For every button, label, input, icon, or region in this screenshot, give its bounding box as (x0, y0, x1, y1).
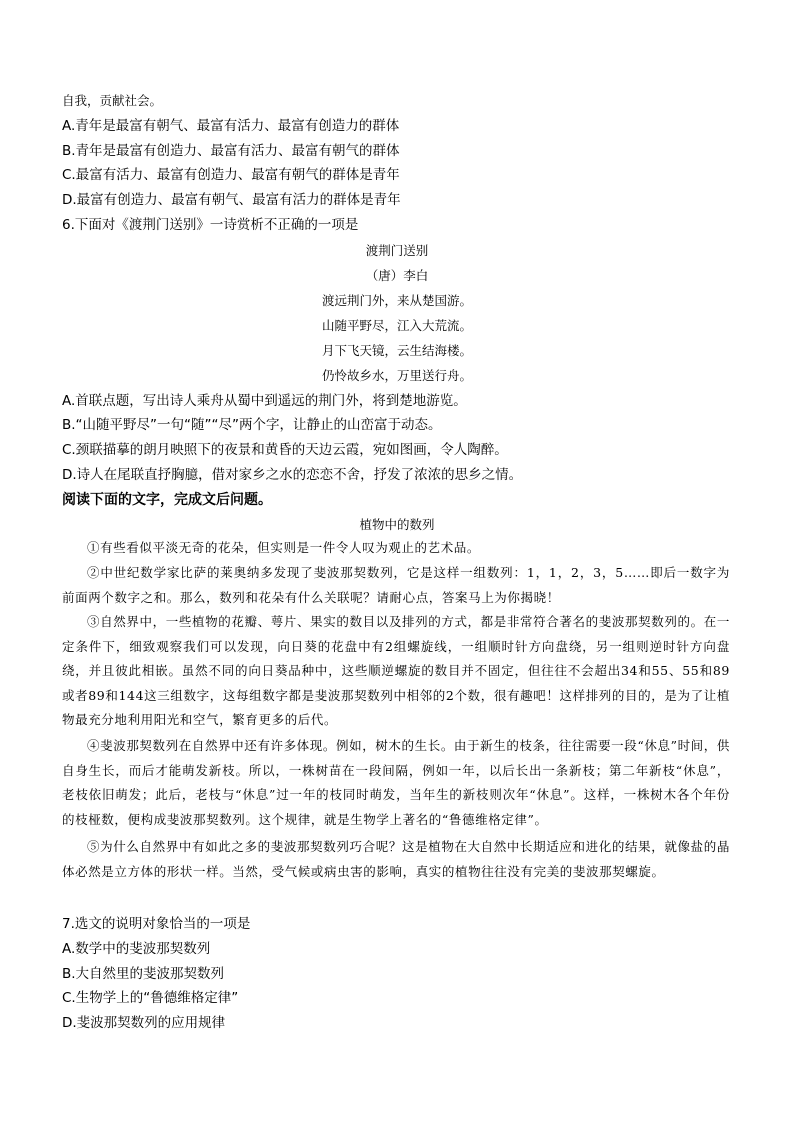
q6-option-c: C.颈联描摹的朗月映照下的夜景和黄昏的天边云霞，宛如图画，令人陶醉。 (62, 442, 508, 458)
q7-option-b: B.大自然里的斐波那契数列 (62, 966, 225, 982)
q7-option-a: A.数学中的斐波那契数列 (62, 941, 211, 957)
article-paragraph-1: ①有些看似平淡无奇的花朵，但实则是一件令人叹为观止的艺术品。 (87, 540, 481, 555)
article-title: 植物中的数列 (359, 517, 435, 532)
q7-option-c: C.生物学上的“鲁德维格定律” (62, 990, 239, 1006)
reading-instruction: 阅读下面的文字，完成文后问题。 (62, 492, 272, 508)
article-paragraph-2: ②中世纪数学家比萨的莱奥纳多发现了斐波那契数列，它是这样一组数列：1，1，2，3，5……即后一数字为前面两个数字之和。那么，数列和花朵有什么关联呢？请耐心点，答案马上为你揭晓！ (62, 565, 730, 605)
q6-option-b: B.“山随平野尽”一句“随”“尽”两个字，让静止的山峦富于动态。 (62, 417, 442, 433)
article-paragraph-5: ⑤为什么自然界中有如此之多的斐波那契数列巧合呢？这是植物在大自然中长期适应和进化的结果，就像盐的晶体必然是立方体的形状一样。当然，受气候或病虫害的影响，真实的植物往往没有完美的斐波那契螺旋。 (62, 839, 730, 879)
poem-line: 月下飞天镜，云生结海楼。 (321, 343, 472, 358)
poem-author: （唐）李白 (365, 268, 429, 283)
continued-text: 自我，贡献社会。 (62, 93, 163, 108)
q5-option-c: C.最富有活力、最富有创造力、最富有朝气的群体是青年 (62, 167, 400, 183)
poem-title: 渡荆门送别 (365, 243, 429, 258)
q6-option-d: D.诗人在尾联直抒胸臆，借对家乡之水的恋恋不舍，抒发了浓浓的思乡之情。 (62, 467, 523, 483)
q6-stem: 6.下面对《渡荆门送别》一诗赏析不正确的一项是 (62, 217, 359, 233)
article-paragraph-4: ④斐波那契数列在自然界中还有许多体现。例如，树木的生长。由于新生的枝条，往往需要一段“休息”时间，供自身生长，而后才能萌发新枝。所以，一株树苗在一段间隔，例如一年，以后长出一条新枝；第二年新枝“休息”，老枝依旧萌发；此后，老枝与“休息”过一年的枝同时萌发，当年生的新枝则次年“休息”。这样，一株树木各个年份的枝桠数，便构成斐波那契数列。这个规律，就是生物学上著名的“鲁德维格定律”。 (62, 738, 730, 827)
q7-stem: 7.选文的说明对象恰当的一项是 (62, 916, 251, 932)
q6-option-a: A.首联点题，写出诗人乘舟从蜀中到遥远的荆门外，将到楚地游览。 (62, 393, 467, 409)
poem-line: 仍怜故乡水，万里送行舟。 (321, 368, 472, 383)
article-paragraph-3: ③自然界中，一些植物的花瓣、萼片、果实的数目以及排列的方式，都是非常符合著名的斐波那契数列的。在一定条件下，细致观察我们可以发现，向日葵的花盘中有2组螺旋线，一组顺时针方向盘绕，另一组则逆时针方向盘绕，并且彼此相嵌。虽然不同的向日葵品种中，这些顺逆螺旋的数目并不固定，但往往不会超出34和55、55和89或者89和144这三组数字，这每组数字都是斐波那契数列中相邻的2个数，很有趣吧！这样排列的目的，是为了让植物最充分地利用阳光和空气，繁育更多的后代。 (62, 614, 730, 727)
q5-option-b: B.青年是最富有创造力、最富有活力、最富有朝气的群体 (62, 143, 400, 159)
q5-option-a: A.青年是最富有朝气、最富有活力、最富有创造力的群体 (62, 118, 400, 134)
poem-line: 渡远荆门外，来从楚国游。 (321, 293, 472, 308)
q5-option-d: D.最富有创造力、最富有朝气、最富有活力的群体是青年 (62, 192, 401, 208)
poem-line: 山随平野尽，江入大荒流。 (321, 318, 472, 333)
q7-option-d: D.斐波那契数列的应用规律 (62, 1015, 226, 1031)
